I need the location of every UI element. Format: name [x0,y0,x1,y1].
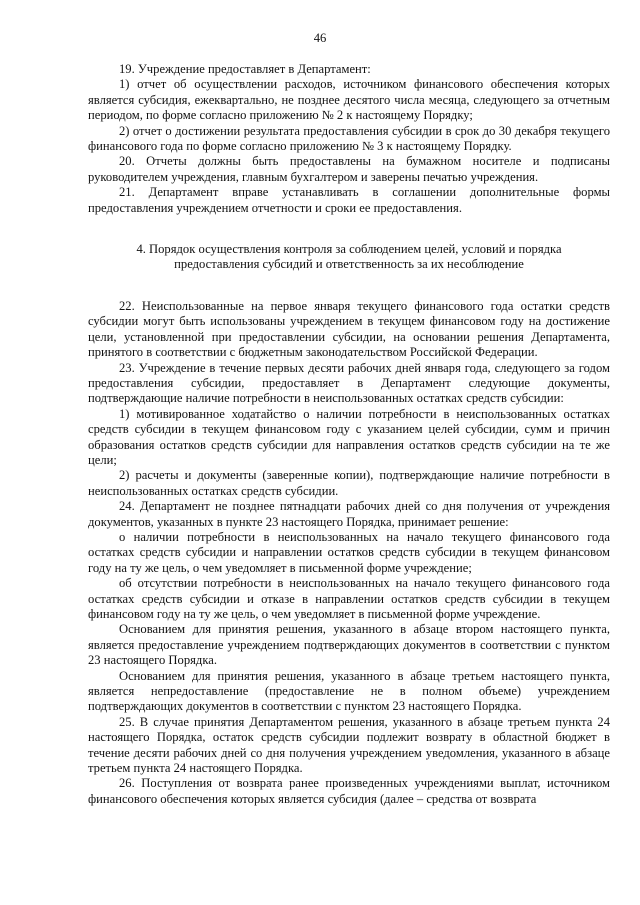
paragraph-19-item-1: 1) отчет об осуществлении расходов, источником финансового обеспечения которых является субсидия, ежеквартально, не позднее десятого числа месяца, следующего за отчетным периодом, по форме согласно приложению № 2 к настоящему Порядку; [88,77,610,123]
paragraph-19-item-2: 2) отчет о достижении результата предоставления субсидии в срок до 30 декабря текущего финансового года по форме согласно приложению № 3 к настоящему Порядку. [88,123,610,154]
paragraph-24-basis-1: Основанием для принятия решения, указанного в абзаце втором настоящего пункта, является предоставление учреждением подтверждающих документов в соответствии с пунктом 23 настоящего Порядка. [88,622,610,668]
paragraph-25: 25. В случае принятия Департаментом решения, указанного в абзаце третьем пункта 24 настоящего Порядка, остаток средств субсидии подлежит возврату в областной бюджет в течение десяти рабочих дней со дня получения учреждением уведомления, указанного в абзаце третьем пункта 24 настоящего Порядка. [88,714,610,776]
paragraph-24-basis-2: Основанием для принятия решения, указанного в абзаце третьем настоящего пункта, является непредоставление (предоставление не в полном объеме) учреждением подтверждающих документов в соответствии с пунктом 23 настоящего Порядка. [88,668,610,714]
document-body [88,62,610,807]
page-number: 46 [313,31,327,45]
paragraph-24: 24. Департамент не позднее пятнадцати рабочих дней со дня получения от учреждения документов, указанных в пункте 23 настоящего Порядка, принимает решение: [88,499,610,529]
paragraph-23-item-1: 1) мотивированное ходатайство о наличии потребности в неиспользованных остатках средств субсидии в текущем финансовом году с указанием целей субсидии, сумм и причин образования остатков средств субсидии для направления остатков средств субсидии на те же цели; [88,406,610,467]
paragraph-24-decision-2: об отсутствии потребности в неиспользованных на начало текущего финансового года остатках средств субсидии и отказе в направлении остатков средств субсидии в текущем финансовом году на ту же цель, о чем уведомляет в письменной форме учреждение. [88,576,610,621]
paragraph-21: 21. Департамент вправе устанавливать в соглашении дополнительные формы предоставления учреждением отчетности и сроки ее предоставления. [88,185,610,215]
paragraph-24-decision-1: о наличии потребности в неиспользованных на начало текущего финансового года остатках средств субсидии и направлении остатков средств субсидии в текущем финансовом году на ту же цель, о чем уведомляет в письменной форме учреждение; [88,529,610,575]
paragraph-23: 23. Учреждение в течение первых десяти рабочих дней января года, следующего за годом предоставления субсидии, предоставляет в Департамент следующие документы, подтверждающие наличие потребности в неиспользованных остатках средств субсидии: [88,360,610,406]
paragraph-20: 20. Отчеты должны быть предоставлены на бумажном носителе и подписаны руководителем учреждения, главным бухгалтером и заверены печатью учреждения. [88,154,610,184]
paragraph-26: 26. Поступления от возврата ранее произведенных учреждениями выплат, источником финансового обеспечения которых является субсидия (далее – средства от возврата [88,776,610,806]
paragraph-23-item-2: 2) расчеты и документы (заверенные копии), подтверждающие наличие потребности в неиспользованных остатках средств субсидии. [88,468,610,498]
paragraph-19: 19. Учреждение предоставляет в Департамент: [119,62,371,76]
paragraph-22: 22. Неиспользованные на первое января текущего финансового года остатки средств субсидии могут быть использованы учреждением в текущем финансовом году на достижение цели, установленной при предоставлении субсидии, на основании решения Департамента, принятого в соответствии с бюджетным законодательством Российской Федерации. [88,298,610,360]
section-title: 4. Порядок осуществления контроля за соблюдением целей, условий и порядка предоставления субсидий и ответственность за их несоблюдение [136,242,562,272]
